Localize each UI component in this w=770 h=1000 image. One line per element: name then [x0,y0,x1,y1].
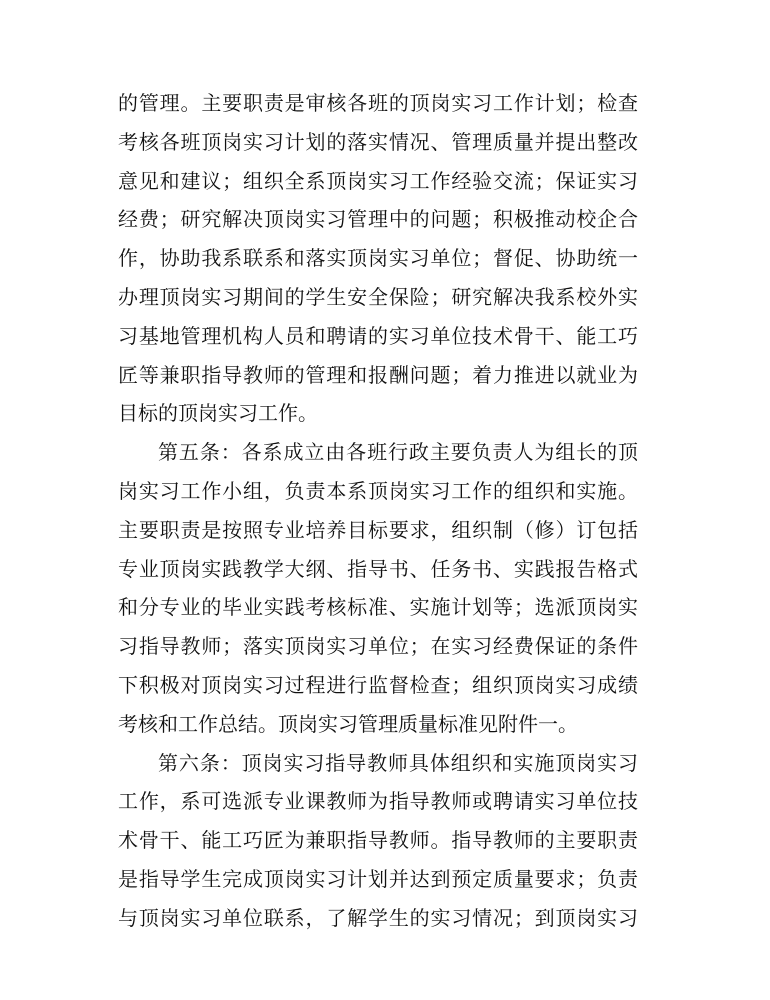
text-line: 匠等兼职指导教师的管理和报酬问题；着力推进以就业为 [118,362,638,387]
text-line: 经费；研究解决顶岗实习管理中的问题；积极推动校企合 [118,207,638,232]
text-line: 习指导教师；落实顶岗实习单位；在实习经费保证的条件 [118,634,638,659]
text-line: 目标的顶岗实习工作。 [118,401,318,426]
text-line: 习基地管理机构人员和聘请的实习单位技术骨干、能工巧 [118,323,638,348]
text-line: 的管理。主要职责是审核各班的顶岗实习工作计划；检查 [118,91,638,115]
text-line: 与顶岗实习单位联系，了解学生的实习情况；到顶岗实习 [118,905,638,930]
text-line: 主要职责是按照专业培养目标要求，组织制（修）订包括 [118,517,638,542]
text-line: 办理顶岗实习期间的学生安全保险；研究解决我系校外实 [118,284,638,309]
text-line: 考核各班顶岗实习计划的落实情况、管理质量并提出整改 [118,129,638,154]
text-line: 术骨干、能工巧匠为兼职指导教师。指导教师的主要职责 [118,828,638,853]
text-line: 意见和建议；组织全系顶岗实习工作经验交流；保证实习 [118,168,638,193]
article-5-first-line: 第五条：各系成立由各班行政主要负责人为组长的顶 [158,440,638,465]
text-line: 作，协助我系联系和落实顶岗实习单位；督促、协助统一 [118,246,638,271]
text-line: 是指导学生完成顶岗实习计划并达到预定质量要求；负责 [118,866,638,891]
text-line: 和分专业的毕业实践考核标准、实施计划等；选派顶岗实 [118,595,638,620]
text-line: 专业顶岗实践教学大纲、指导书、任务书、实践报告格式 [118,556,638,581]
text-line: 工作，系可选派专业课教师为指导教师或聘请实习单位技 [118,789,638,814]
text-line: 考核和工作总结。顶岗实习管理质量标准见附件一。 [118,711,578,736]
text-line: 下积极对顶岗实习过程进行监督检查；组织顶岗实习成绩 [118,672,638,697]
document-body-text [118,84,638,938]
text-line: 岗实习工作小组，负责本系顶岗实习工作的组织和实施。 [118,478,638,503]
article-6-first-line: 第六条：顶岗实习指导教师具体组织和实施顶岗实习 [158,750,638,775]
